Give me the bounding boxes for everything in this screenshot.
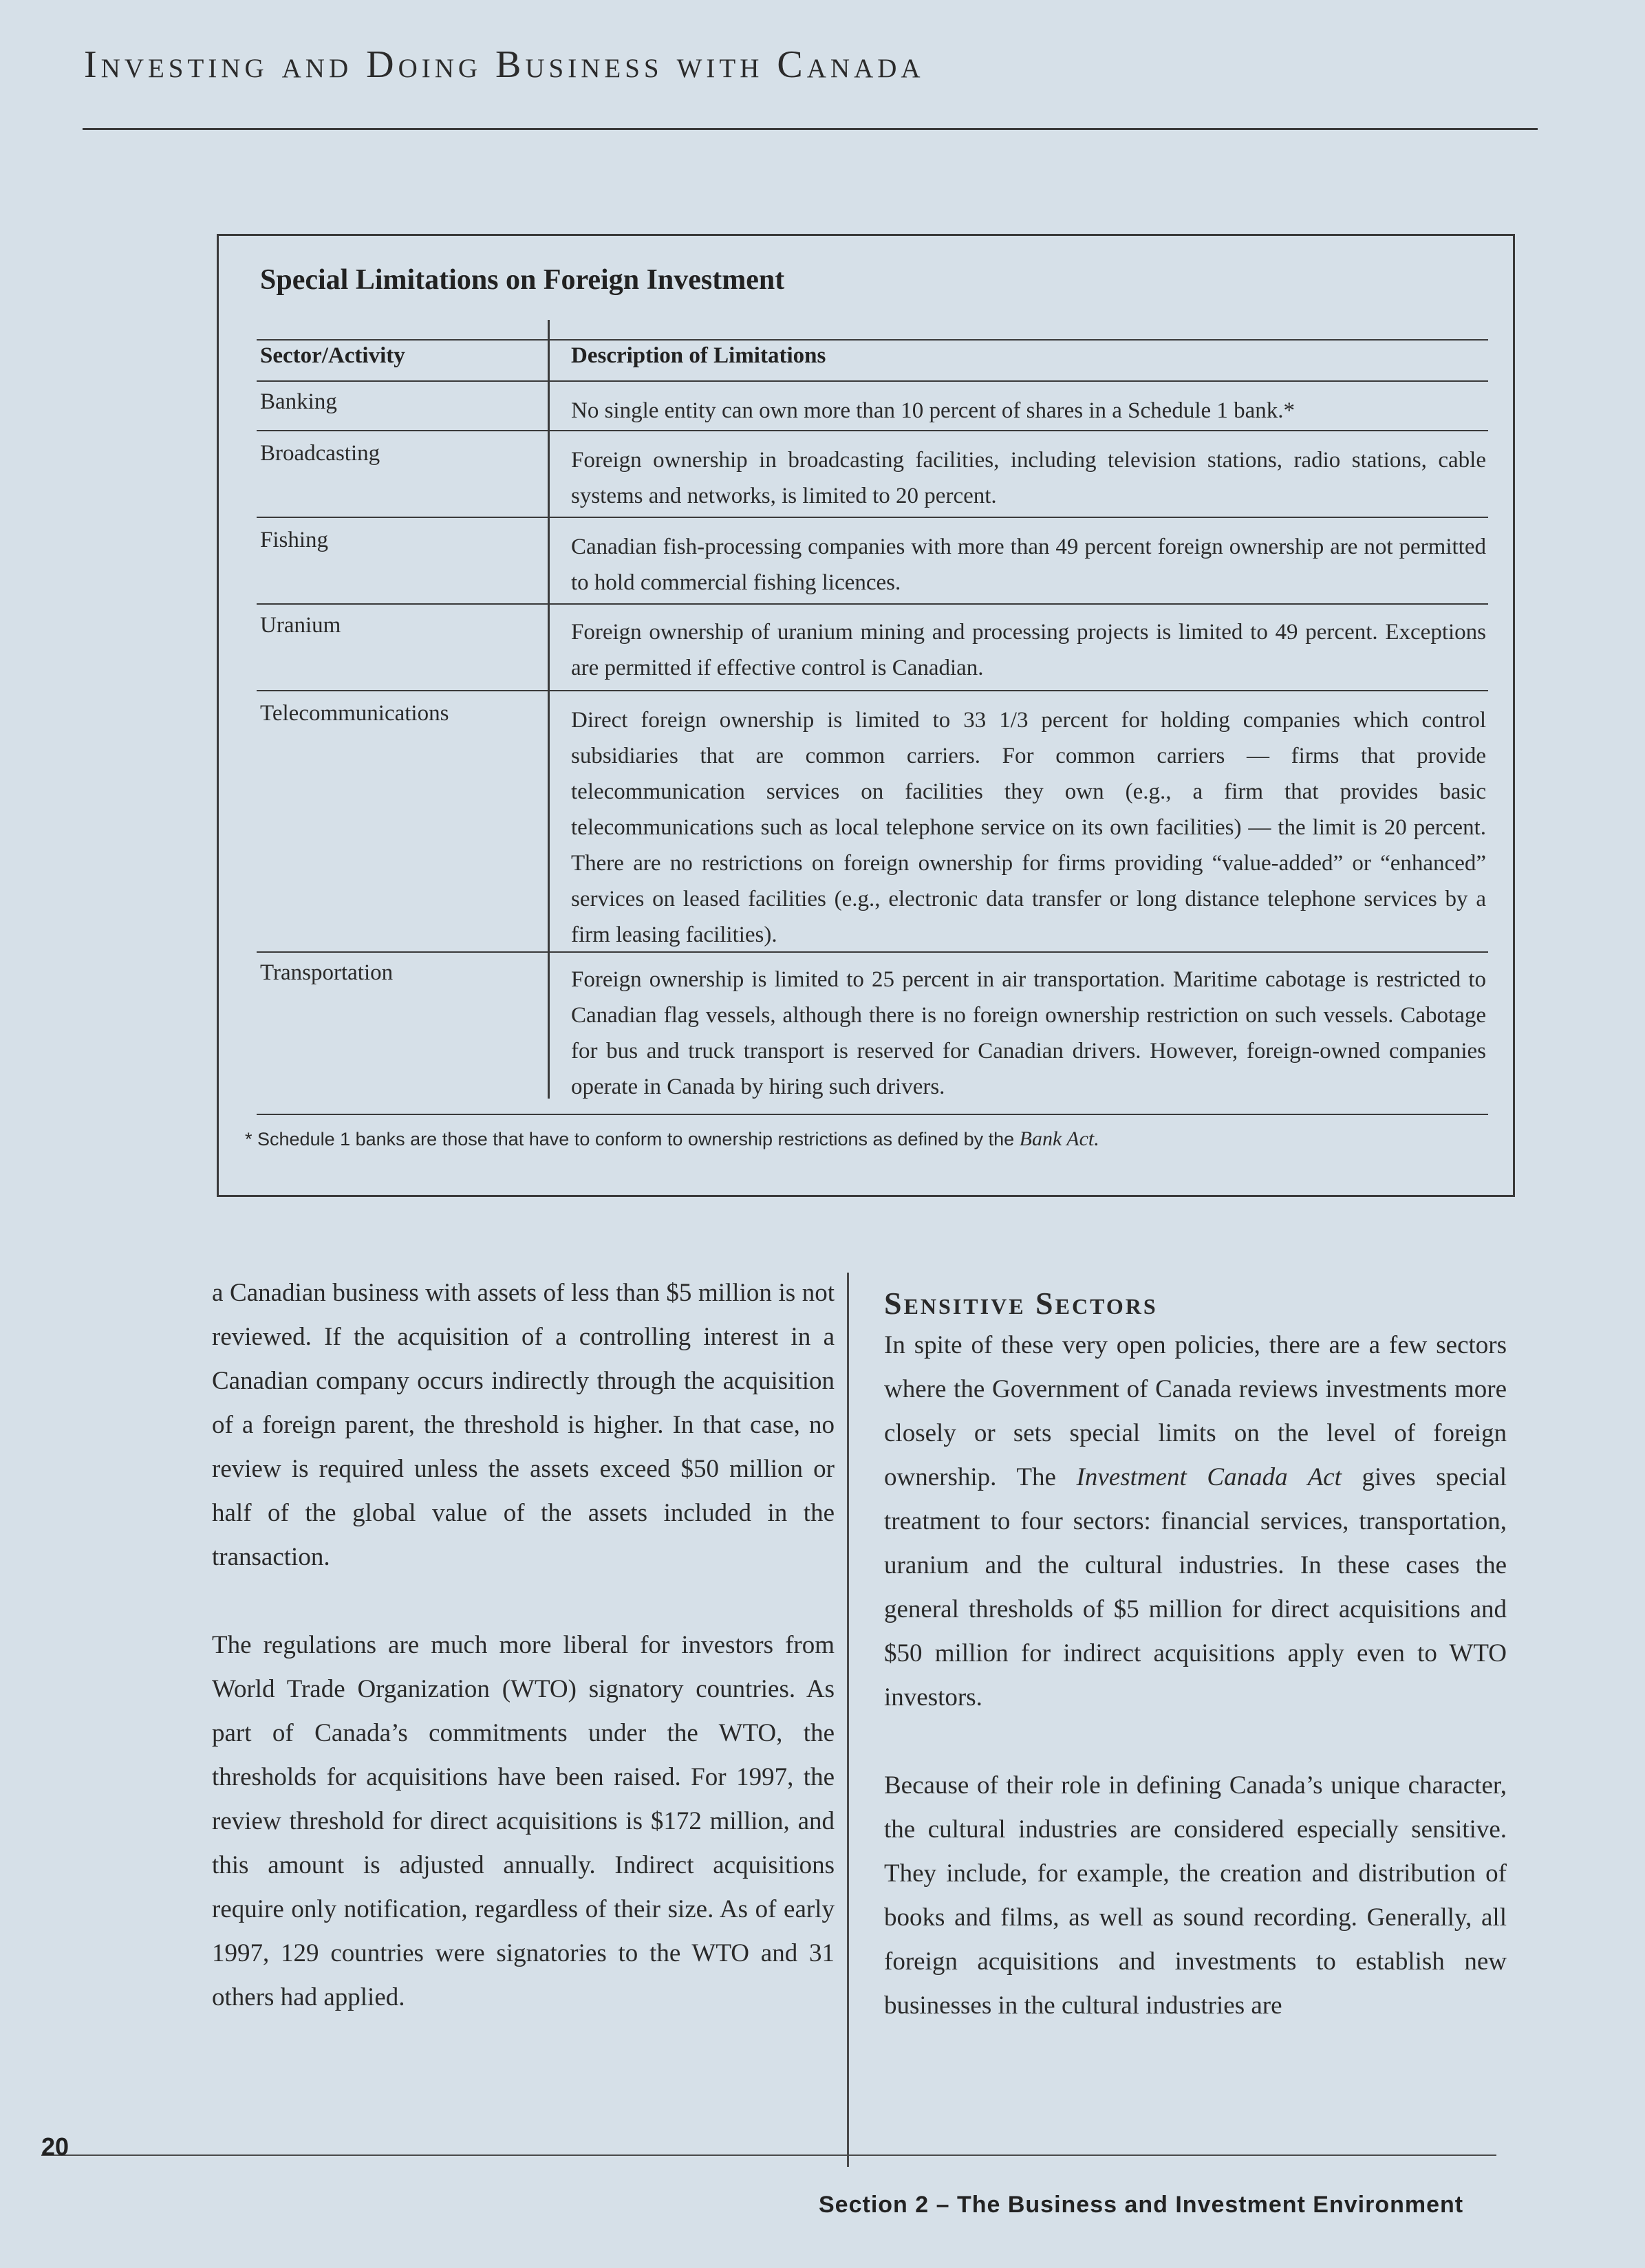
table-cell-description: Foreign ownership is limited to 25 percent in air transportation. Maritime cabotage is restricted to Canadian flag vessels, although there is no foreign ownership restriction on such vessels. Cabotage for bus and truck transport is reserved for Canadian drivers. However, foreign-owned companies operate in Canada by hiring such drivers. <box>571 967 1486 1099</box>
footnote-text: * Schedule 1 banks are those that have to conform to ownership restrictions as defined by the <box>245 1129 1020 1149</box>
paragraph-text: In spite of these very open policies, there are a few sectors where the Government of Canada reviews investments more closely or sets special limits on the level of foreign ownership. The <box>884 1331 1507 1491</box>
table-rule <box>257 517 1488 518</box>
table-cell-description: No single entity can own more than 10 percent of shares in a Schedule 1 bank.* <box>571 398 1295 423</box>
table-rule <box>257 690 1488 691</box>
column-header-sector: Sector/Activity <box>260 343 405 368</box>
table-cell-description: Direct foreign ownership is limited to 33 1/3 percent for holding companies which control subsidiaries that are common carriers. For common carriers — firms that provide telecommunication services on facilities they own (e.g., a firm that provides basic telecommunications such as local telephone service on its own facilities) — the limit is 20 percent. There are no restrictions on foreign ownership for firms providing “value-added” or “enhanced” services on leased facilities (e.g., electronic data transfer or long distance telephone services by a firm leasing facilities). <box>571 708 1486 947</box>
paragraph: The regulations are much more liberal for investors from World Trade Organization (WTO) signatory countries. As part of Canada’s commitments under the WTO, the thresholds for acquisitions have been raised. For 1997, the review threshold for direct acquisitions is $172 million, and this amount is adjusted annually. Indirect acquisitions require only notification, regardless of their size. As of early 1997, 129 countries were signatories to the WTO and 31 others had applied. <box>212 1631 835 2011</box>
table-cell-sector: Fishing <box>260 528 329 552</box>
running-title: Investing and Doing Business with Canada <box>84 43 925 86</box>
column-header-description: Description of Limitations <box>571 343 826 368</box>
table-cell-sector: Uranium <box>260 613 341 638</box>
table-footnote <box>245 1127 1483 1151</box>
paragraph <box>884 1324 1507 1720</box>
table-rule <box>257 430 1488 431</box>
table-cell-sector: Banking <box>260 389 337 414</box>
paragraph: a Canadian business with assets of less than $5 million is not reviewed. If the acquisition of a controlling interest in a Canadian company occurs indirectly through the acquisition of a foreign parent, the threshold is higher. In that case, no review is required unless the assets exceed $50 million or half of the global value of the assets included in the transaction. <box>212 1279 835 1571</box>
footer-rule <box>41 2154 1496 2156</box>
page-number: 20 <box>41 2132 69 2161</box>
table-cell-description: Foreign ownership in broadcasting facilities, including television stations, radio stations, cable systems and networks, is limited to 20 percent. <box>571 448 1486 508</box>
column-rule <box>847 1273 849 2167</box>
table-rule <box>257 951 1488 953</box>
table-rule <box>257 1114 1488 1115</box>
table-column-divider <box>548 320 550 1099</box>
right-text-column <box>884 1284 1507 2072</box>
section-footer: Section 2 – The Business and Investment Environment <box>819 2192 1464 2218</box>
header-rule <box>83 128 1538 130</box>
table-cell-sector: Telecommunications <box>260 701 449 726</box>
paragraph: Because of their role in defining Canada’s unique character, the cultural industries are considered especially sensitive. They include, for example, the creation and distribution of books and films, as well as sound recording. Generally, all foreign acquisitions and investments to establish new businesses in the cultural industries are <box>884 1771 1507 2020</box>
table-cell-sector: Transportation <box>260 960 394 985</box>
section-heading: Sensitive Sectors <box>884 1286 1158 1321</box>
footnote-act-name: Bank Act. <box>1019 1127 1099 1150</box>
table-cell-description: Foreign ownership of uranium mining and processing projects is limited to 49 percent. Exceptions are permitted if effective control is Canadian. <box>571 620 1486 680</box>
table-cell-sector: Broadcasting <box>260 441 380 466</box>
table-rule <box>257 603 1488 605</box>
left-text-column <box>212 1271 835 2064</box>
act-name: Investment Canada Act <box>1076 1463 1342 1491</box>
paragraph-text: gives special treatment to four sectors: financial services, transportation, uranium and the cultural industries. In these cases the general thresholds of $5 million for direct acquisitions and $50 million for indirect acquisitions apply even to WTO investors. <box>884 1463 1507 1711</box>
limitations-table-box <box>217 234 1515 1197</box>
table-rule <box>257 380 1488 382</box>
table-title: Special Limitations on Foreign Investment <box>260 264 785 296</box>
table-cell-description: Canadian fish-processing companies with more than 49 percent foreign ownership are not permitted to hold commercial fishing licences. <box>571 534 1486 595</box>
